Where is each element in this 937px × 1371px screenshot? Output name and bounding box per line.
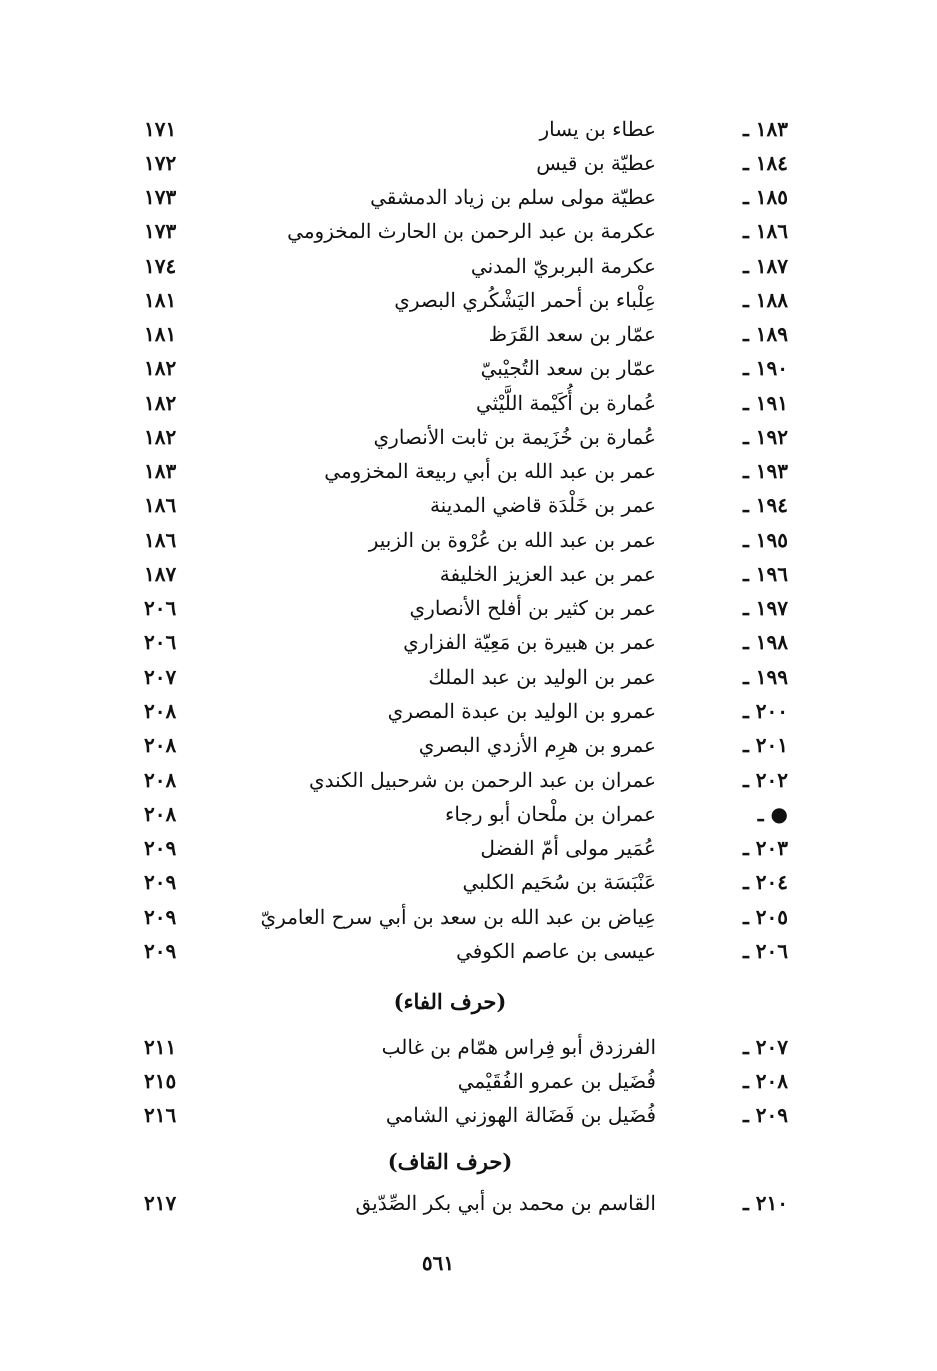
index-entry [130,900,800,934]
entry-name: عمرو بن الوليد بن عبدة المصري [387,699,656,723]
entry-page: ٢٠٨ [144,733,177,757]
entry-number: ١٩٧ ـ [742,596,788,620]
entry-page: ٢٠٨ [144,699,177,723]
index-entry [130,317,800,351]
entry-number: ١٩٩ ـ [742,665,788,689]
entry-name: عَنْبَسَة بن سُحَيم الكلبي [462,870,656,894]
index-entry [130,488,800,522]
entry-page: ٢٠٩ [144,870,177,894]
entry-name: عمر بن كثير بن أفلح الأنصاري [409,596,656,620]
entry-page: ٢١٦ [144,1103,177,1127]
index-entry [130,351,800,385]
entry-name: الفرزدق أبو فِراس همّام بن غالب [381,1035,656,1059]
index-entry [130,1186,800,1220]
entry-name: عيسى بن عاصم الكوفي [456,939,656,963]
entry-page: ١٧٣ [144,219,177,243]
entry-name: فُضَيل بن فَضَالة الهوزني الشامي [385,1103,656,1127]
entry-page: ١٨٧ [144,562,177,586]
index-entry [130,591,800,625]
entry-page: ٢٠٨ [144,768,177,792]
entry-name: عِلْباء بن أحمر اليَشْكُري البصري [394,288,656,312]
entry-name: عمر بن خَلْدَة قاضي المدينة [429,493,656,517]
index-entry [130,386,800,420]
entry-number: ١٩٨ ـ [742,630,788,654]
index-entry [130,283,800,317]
index-entry [130,728,800,762]
entry-name: عمران بن عبد الرحمن بن شرحبيل الكندي [308,768,656,792]
entry-number: ● ـ [757,802,788,826]
entry-number: ١٨٥ ـ [742,185,788,209]
entry-name: عُمَير مولى أمّ الفضل [480,836,656,860]
index-entry [130,934,800,968]
index-entry [130,214,800,248]
entry-number: ٢٠٢ ـ [742,768,788,792]
entry-number: ١٨٣ ـ [742,117,788,141]
index-entry [130,523,800,557]
entry-page: ٢٠٩ [144,836,177,860]
index-entry [130,831,800,865]
entry-page: ١٨١ [144,322,177,346]
entry-number: ١٩١ ـ [742,391,788,415]
entry-number: ١٨٤ ـ [742,151,788,175]
entry-page: ١٨٢ [144,391,177,415]
entry-page: ١٧٤ [144,254,177,278]
section-heading-fa: (حرف الفاء) [393,989,507,1014]
entry-name: فُضَيل بن عمرو الفُقَيْمي [457,1069,656,1093]
entry-number: ٢٠٤ ـ [742,870,788,894]
index-entry [130,146,800,180]
entry-page: ١٨١ [144,288,177,312]
entry-number: ٢٠٩ ـ [742,1103,788,1127]
entry-number: ١٩٣ ـ [742,459,788,483]
index-entry [130,865,800,899]
entry-page: ١٨٣ [144,459,177,483]
entry-name: عمر بن عبد الله بن أبي ربيعة المخزومي [324,459,656,483]
entry-name: عُمارة بن خُزَيمة بن ثابت الأنصاري [373,425,656,449]
index-entry [130,557,800,591]
entry-number: ١٩٤ ـ [742,493,788,517]
entry-number: ١٨٦ ـ [742,219,788,243]
entry-name: عكرمة البربريّ المدني [470,254,656,278]
entry-number: ١٩٢ ـ [742,425,788,449]
entry-page: ٢١١ [144,1035,177,1059]
entry-page: ٢٠٦ [144,630,177,654]
entry-number: ٢٠٥ ـ [742,905,788,929]
index-entry [130,112,800,146]
entry-number: ٢٠١ ـ [742,733,788,757]
entry-number: ٢٠٣ ـ [742,836,788,860]
index-entry [130,180,800,214]
entry-number: ٢٠٧ ـ [742,1035,788,1059]
entry-name: عطيّة بن قيس [536,151,656,175]
entry-number: ٢١٠ ـ [742,1191,788,1215]
entry-name: عكرمة بن عبد الرحمن بن الحارث المخزومي [287,219,656,243]
entry-number: ١٩٠ ـ [742,356,788,380]
entry-name: عطاء بن يسار [539,117,656,141]
index-entry [130,797,800,831]
entry-page: ١٧٢ [144,151,177,175]
entry-name: عمر بن الوليد بن عبد الملك [428,665,656,689]
entry-page: ٢١٧ [144,1191,177,1215]
entry-page: ١٨٦ [144,528,177,552]
index-entry [130,1064,800,1098]
index-entry [130,420,800,454]
entry-page: ٢٠٩ [144,939,177,963]
entry-page: ٢١٥ [144,1069,177,1093]
entry-number: ٢٠٦ ـ [742,939,788,963]
entry-number: ٢٠٠ ـ [742,699,788,723]
entry-page: ٢٠٧ [144,665,177,689]
entry-number: ١٨٩ ـ [742,322,788,346]
entry-number: ١٩٦ ـ [742,562,788,586]
section-heading-qaf: (حرف القاف) [387,1149,513,1174]
page-number: ٥٦١ [421,1251,455,1275]
entry-page: ٢٠٩ [144,905,177,929]
entry-name: عمّار بن سعد التُجيْبيّ [480,356,656,380]
entry-page: ١٧١ [144,117,177,141]
entry-page: ١٨٢ [144,425,177,449]
index-entry [130,249,800,283]
index-entry [130,625,800,659]
index-entry [130,1030,800,1064]
entry-page: ١٧٣ [144,185,177,209]
entry-name: عمرو بن هرِم الأزدي البصري [418,733,656,757]
entry-number: ١٨٨ ـ [742,288,788,312]
index-entry [130,763,800,797]
index-entry [130,660,800,694]
index-entry [130,454,800,488]
index-entry [130,694,800,728]
entry-number: ٢٠٨ ـ [742,1069,788,1093]
entry-name: عمّار بن سعد القَرَظ [488,322,656,346]
entry-name: عمر بن عبد العزيز الخليفة [439,562,656,586]
entry-name: عمر بن عبد الله بن عُرْوة بن الزبير [368,528,656,552]
entry-number: ١٩٥ ـ [742,528,788,552]
entry-page: ٢٠٦ [144,596,177,620]
index-entry [130,1098,800,1132]
entry-number: ١٨٧ ـ [742,254,788,278]
entry-name: عمران بن ملْحان أبو رجاء [445,802,656,826]
entry-name: عطيّة مولى سلم بن زياد الدمشقي [370,185,656,209]
entry-name: عُمارة بن أُكَيْمة اللَّيْثي [476,391,656,415]
entry-page: ٢٠٨ [144,802,177,826]
entry-page: ١٨٦ [144,493,177,517]
entry-page: ١٨٢ [144,356,177,380]
entry-name: عمر بن هبيرة بن مَعِيّة الفزاري [403,630,656,654]
entry-name: القاسم بن محمد بن أبي بكر الصِّدّيق [355,1191,656,1215]
entry-name: عِياض بن عبد الله بن سعد بن أبي سرح العامريّ [260,905,656,929]
